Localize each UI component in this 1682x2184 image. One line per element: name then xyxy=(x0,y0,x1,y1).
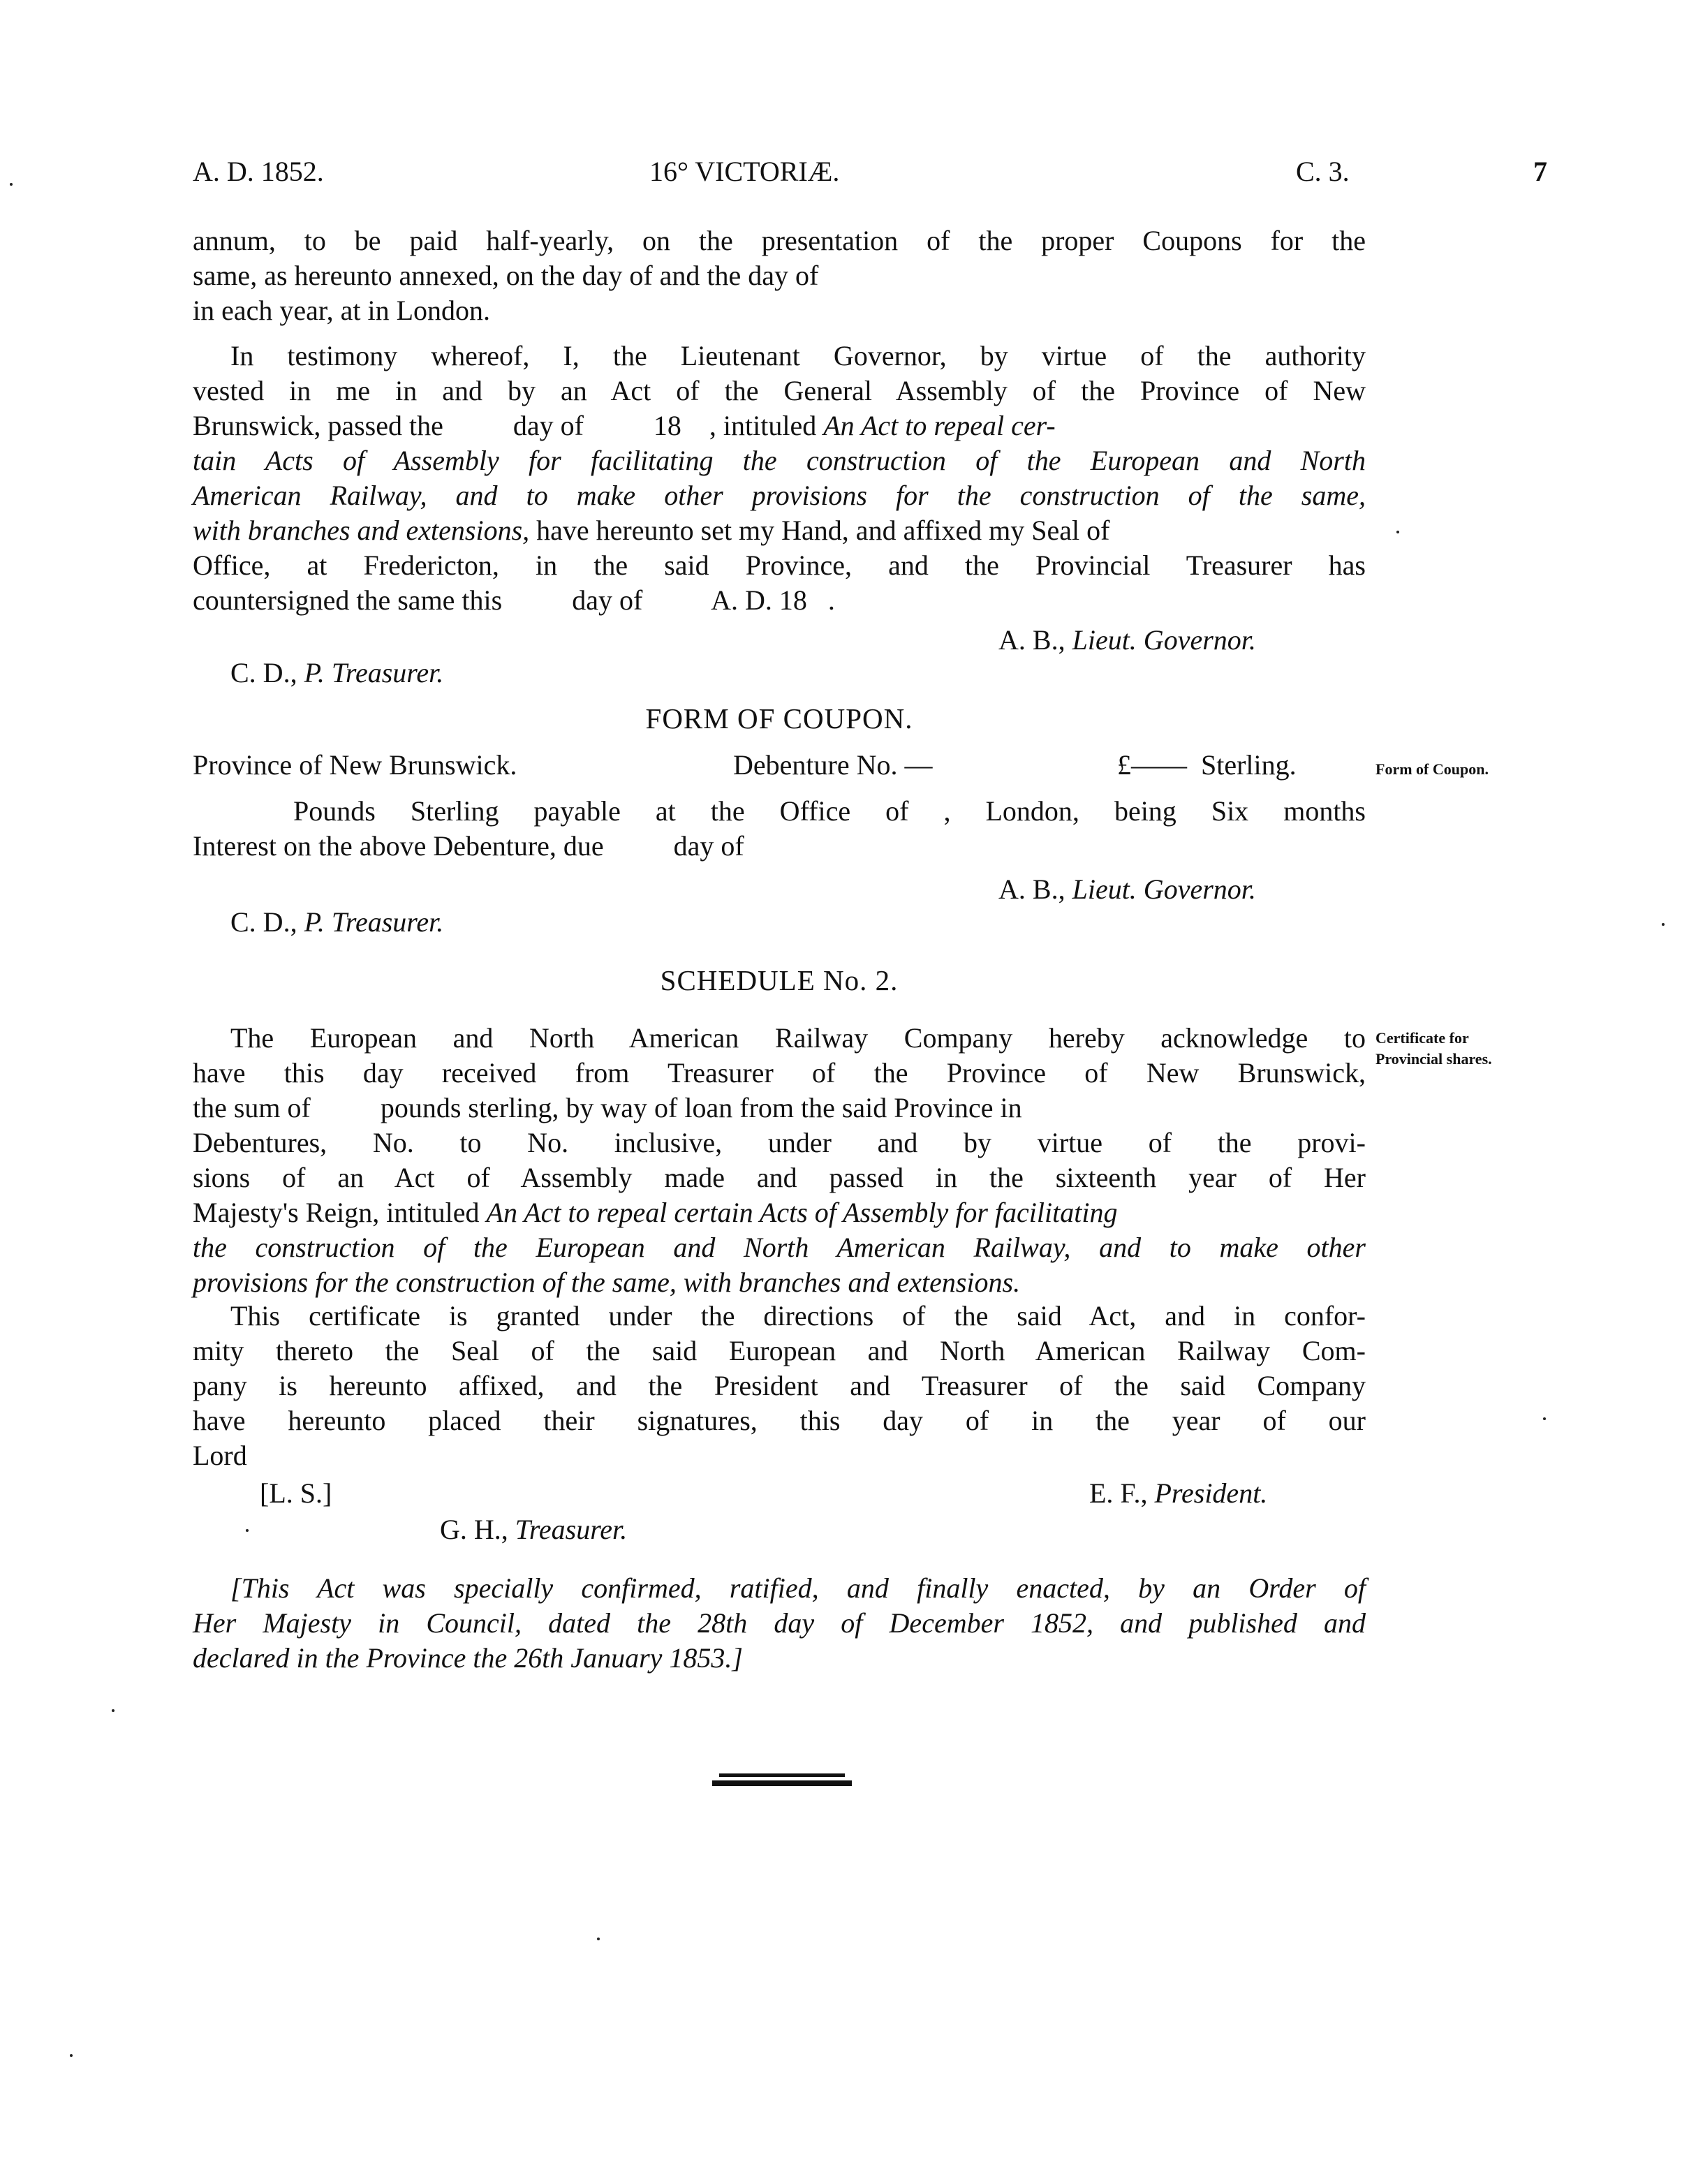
signature-title: President. xyxy=(1154,1477,1268,1509)
act-title-italic: An Act to repeal cer- xyxy=(823,410,1056,441)
coupon-line: Interest on the above Debenture, due day of xyxy=(193,830,744,862)
testimony-line xyxy=(193,513,1366,548)
scan-speck xyxy=(246,1529,249,1532)
signature-title: Lieut. Governor. xyxy=(1072,624,1256,656)
debenture-line: annum, to be paid half-yearly, on the presentation of the proper Coupons for the xyxy=(193,225,1366,256)
act-title-italic: tain Acts of Assembly for facilitating the construction of the European and North xyxy=(193,445,1366,476)
testimony-line: In testimony whereof, I, the Lieutenant Governor, by virtue of the authority xyxy=(230,340,1366,371)
testimony-line: vested in me in and by an Act of the General Assembly of the Province of New xyxy=(193,375,1366,406)
schedule-line: Lord xyxy=(193,1440,247,1471)
schedule-line: mity thereto the Seal of the said European and North American Railway Com- xyxy=(193,1335,1366,1366)
testimony-text: have hereunto set my Hand, and affixed my Seal of xyxy=(529,515,1110,546)
schedule-line xyxy=(193,1195,1366,1230)
signature-president xyxy=(1089,1477,1267,1510)
signature-initials: A. B., xyxy=(998,873,1065,905)
scan-speck xyxy=(70,2054,73,2057)
signature-title: P. Treasurer. xyxy=(304,657,444,688)
seal-mark: [L. S.] xyxy=(260,1477,332,1509)
scan-speck xyxy=(10,183,13,186)
schedule-line: have hereunto placed their signatures, this day of in the year of our xyxy=(193,1405,1366,1436)
signature-initials: A. B., xyxy=(998,624,1065,656)
header-reign: 16° VICTORIÆ. xyxy=(649,156,840,187)
scan-speck xyxy=(1396,531,1399,533)
enactment-note-line: [This Act was specially confirmed, ratified, and finally enacted, by an Order of xyxy=(230,1572,1366,1604)
schedule-line: The European and North American Railway Company hereby acknowledge to xyxy=(230,1022,1366,1054)
signature-initials: C. D., xyxy=(230,906,297,938)
signature-title: Lieut. Governor. xyxy=(1072,873,1256,905)
signature-initials: E. F., xyxy=(1089,1477,1148,1509)
header-year: A. D. 1852. xyxy=(193,156,324,187)
schedule-text: Majesty's Reign, intituled xyxy=(193,1197,487,1228)
schedule-line: pany is hereunto affixed, and the President and Treasurer of the said Company xyxy=(193,1370,1366,1401)
header-chapter: C. 3. xyxy=(1296,156,1350,187)
enactment-note-line: declared in the Province the 26th January 1853.] xyxy=(193,1642,743,1674)
debenture-line: same, as hereunto annexed, on the day of and the day of xyxy=(193,260,819,291)
signature-governor xyxy=(998,624,1256,656)
coupon-province: Province of New Brunswick. xyxy=(193,749,517,781)
closing-rule xyxy=(719,1773,845,1777)
coupon-amount: £—— Sterling. xyxy=(1117,749,1297,781)
act-title-italic: An Act to repeal certain Acts of Assembly for facilitating xyxy=(486,1197,1118,1228)
schedule-line: sions of an Act of Assembly made and passed in the sixteenth year of Her xyxy=(193,1162,1366,1193)
testimony-line xyxy=(193,408,1366,443)
testimony-line: countersigned the same this day of A. D. 18 . xyxy=(193,584,835,616)
scan-speck xyxy=(1543,1417,1546,1420)
act-title-italic: provisions for the construction of the same, with branches and extensions. xyxy=(193,1267,1021,1298)
signature-initials: G. H., xyxy=(440,1514,508,1545)
page-number: 7 xyxy=(1533,156,1547,187)
signature-initials: C. D., xyxy=(230,657,297,688)
coupon-signature-treasurer xyxy=(230,906,443,938)
signature-treasurer xyxy=(230,656,443,689)
schedule-line: have this day received from Treasurer of the Province of New Brunswick, xyxy=(193,1057,1366,1089)
act-title-italic: American Railway, and to make other provisions for the construction of the same, xyxy=(193,480,1366,511)
margin-note: Certificate for xyxy=(1375,1029,1469,1047)
scan-speck xyxy=(112,1709,115,1712)
enactment-note-line: Her Majesty in Council, dated the 28th day of December 1852, and published and xyxy=(193,1607,1366,1639)
debenture-line: in each year, at in London. xyxy=(193,295,491,326)
coupon-debenture-no: Debenture No. — xyxy=(733,749,933,781)
scan-speck xyxy=(597,1938,600,1940)
signature-schedule-treasurer xyxy=(440,1513,627,1546)
act-title-italic: with branches and extensions, xyxy=(193,515,530,546)
margin-note: Form of Coupon. xyxy=(1375,760,1489,778)
signature-title: P. Treasurer. xyxy=(304,906,444,938)
schedule-heading: SCHEDULE No. 2. xyxy=(660,964,899,996)
coupon-line: Pounds Sterling payable at the Office of , London, being Six months xyxy=(293,795,1366,827)
coupon-signature-governor xyxy=(998,873,1256,906)
signature-title: Treasurer. xyxy=(515,1514,628,1545)
scan-speck xyxy=(1662,923,1665,926)
act-title-italic: the construction of the European and North American Railway, and to make other xyxy=(193,1232,1366,1263)
testimony-line: Office, at Fredericton, in the said Province, and the Provincial Treasurer has xyxy=(193,549,1366,581)
schedule-line: Debentures, No. to No. inclusive, under and by virtue of the provi- xyxy=(193,1127,1366,1158)
closing-rule xyxy=(712,1780,852,1786)
schedule-line: the sum of pounds sterling, by way of loan from the said Province in xyxy=(193,1092,1022,1123)
margin-note: Provincial shares. xyxy=(1375,1050,1492,1068)
testimony-text: Brunswick, passed the day of 18 , intituled xyxy=(193,410,824,441)
coupon-heading: FORM OF COUPON. xyxy=(645,702,913,735)
schedule-line: This certificate is granted under the directions of the said Act, and in confor- xyxy=(230,1300,1366,1331)
